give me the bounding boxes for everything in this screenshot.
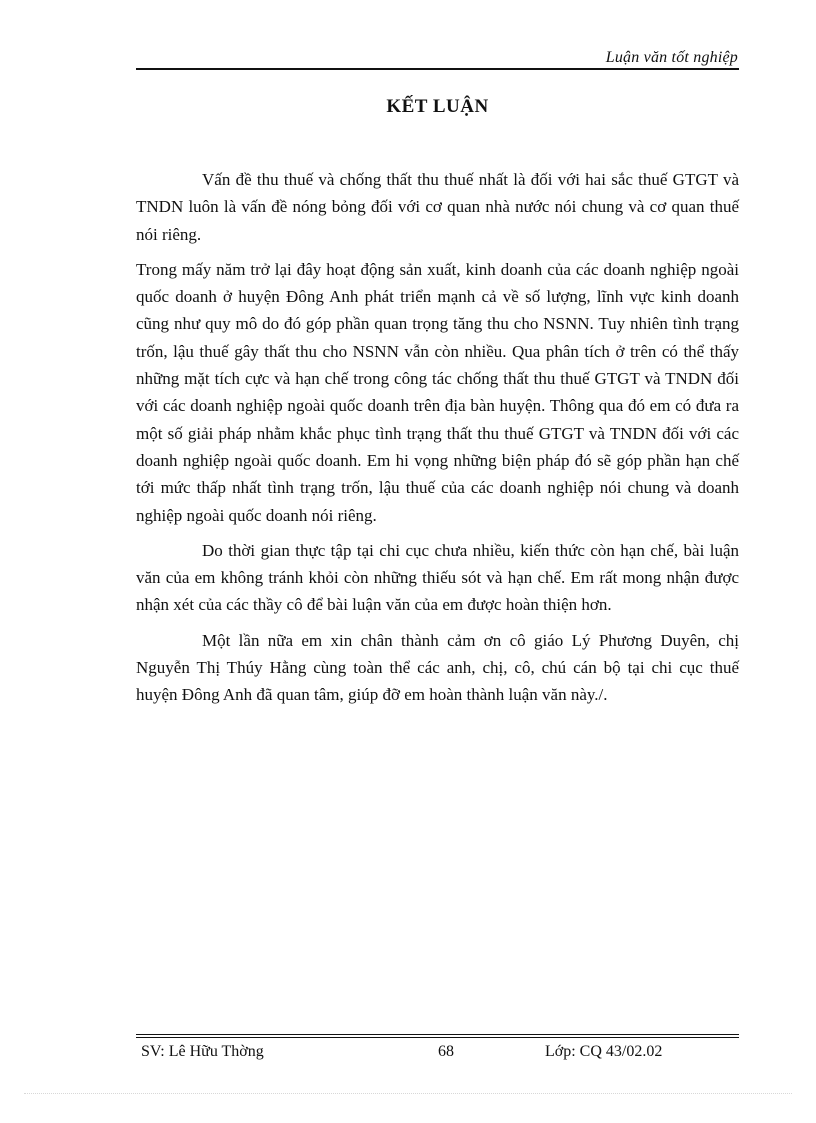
footer-rule-top xyxy=(136,1034,739,1035)
paragraph-analysis: Trong mấy năm trở lại đây hoạt động sản xuất, kinh doanh của các doanh nghiệp ngoài quốc doanh ở huyện Đông Anh phát triển mạnh cả về số lượng, lĩnh vực kinh doanh cũng như quy mô do đó góp phần quan trọng tăng thu cho NSNN. Tuy nhiên tình trạng trốn, lậu thuế gây thất thu cho NSNN vẫn còn nhiều. Qua phân tích ở trên có thể thấy những mặt tích cực và hạn chế trong công tác chống thất thu thuế GTGT và TNDN đối với các doanh nghiệp ngoài quốc doanh trên địa bàn huyện. Thông qua đó em có đưa ra một số giải pháp nhằm khắc phục tình trạng thất thu thuế GTGT và TNDN đối với các doanh nghiệp ngoài quốc doanh. Em hi vọng những biện pháp đó sẽ góp phần hạn chế tới mức thấp nhất tình trạng trốn, lậu thuế của các doanh nghiệp nói chung và doanh nghiệp ngoài quốc doanh nói riêng. xyxy=(136,259,739,525)
body-text xyxy=(136,166,739,717)
footer-page-number: 68 xyxy=(438,1043,454,1060)
footer-student-name: SV: Lê Hữu Thờng xyxy=(141,1043,264,1060)
paragraph-limitations: Do thời gian thực tập tại chi cục chưa nhiều, kiến thức còn hạn chế, bài luận văn của em không tránh khỏi còn những thiếu sót và hạn chế. Em rất mong nhận được nhận xét của các thầy cô để bài luận văn của em được hoàn thiện hơn. xyxy=(136,540,739,615)
section-heading: KẾT LUẬN xyxy=(386,96,489,117)
paragraph-acknowledgement: Một lần nữa em xin chân thành cảm ơn cô giáo Lý Phương Duyên, chị Nguyễn Thị Thúy Hằng cùng toàn thể các anh, chị, cô, chú cán bộ tại chi cục thuế huyện Đông Anh đã quan tâm, giúp đỡ em hoàn thành luận văn này./. xyxy=(136,630,739,705)
header-rule xyxy=(136,68,739,70)
running-header-title: Luận văn tốt nghiệp xyxy=(605,49,738,66)
paragraph-intro: Vấn đề thu thuế và chống thất thu thuế nhất là đối với hai sắc thuế GTGT và TNDN luôn là vấn đề nóng bỏng đối với cơ quan nhà nước nói chung và cơ quan thuế nói riêng. xyxy=(136,170,739,244)
footer-rule-bottom xyxy=(136,1037,739,1038)
footer-class-label: Lớp: CQ 43/02.02 xyxy=(545,1043,663,1060)
page-edge-divider xyxy=(24,1093,792,1094)
